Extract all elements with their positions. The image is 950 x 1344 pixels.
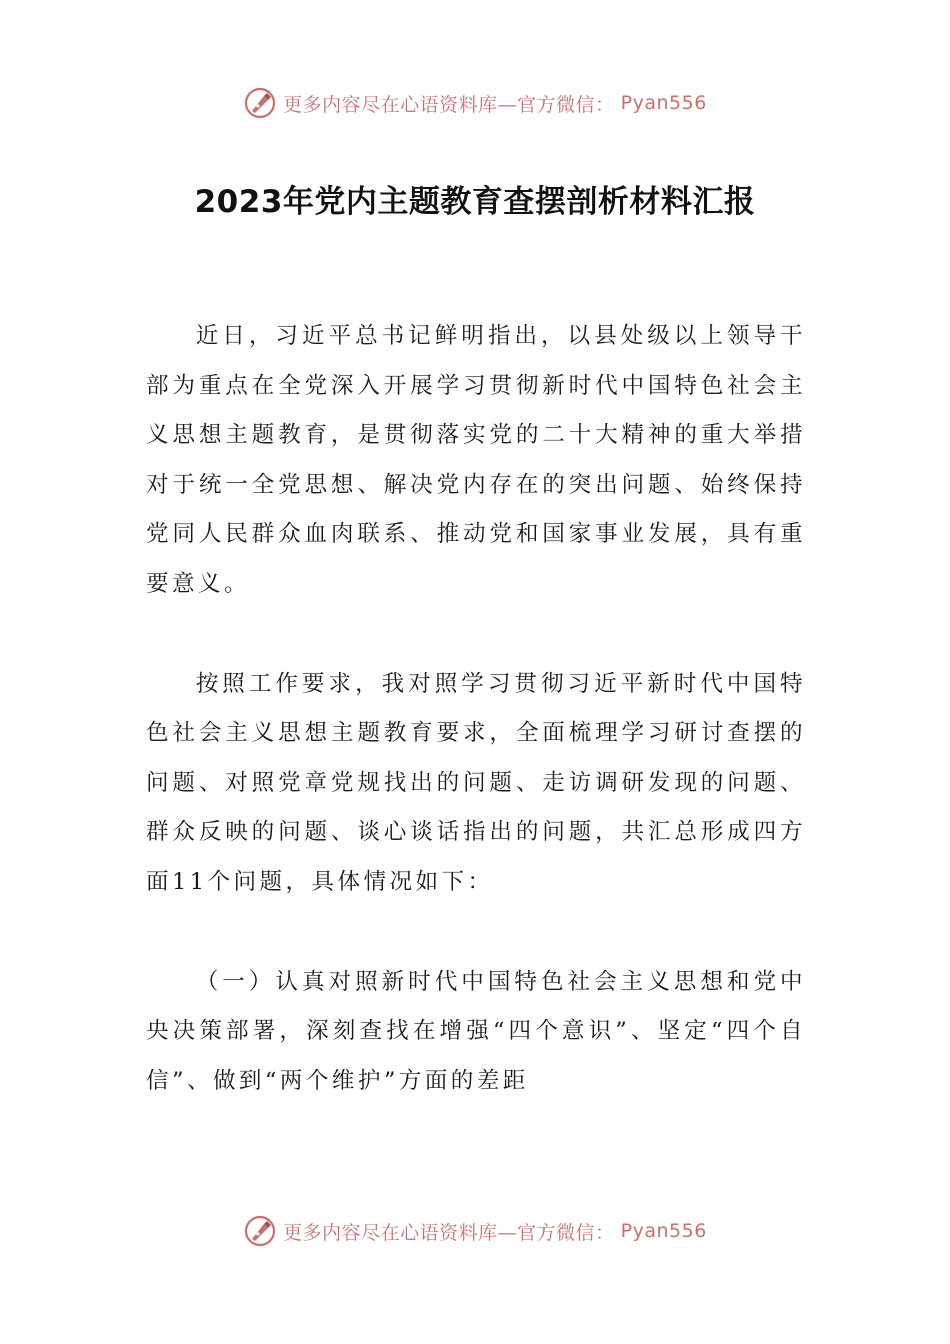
pen-nib-logo-icon [243,1214,277,1248]
header-watermark [0,86,950,120]
document-title: 2023年党内主题教育查摆剖析材料汇报 [194,184,756,220]
paragraph-section-one: （一）认真对照新时代中国特色社会主义思想和党中央决策部署，深刻查找在增强“四个意识”、坚定“四个自信”、做到“两个维护”方面的差距 [146,968,806,1094]
watermark-text: 更多内容尽在心语资料库—官方微信： [283,93,615,116]
footer-watermark [0,1214,950,1248]
paragraph-requirements: 按照工作要求，我对照学习贯彻习近平新时代中国特色社会主义思想主题教育要求，全面梳理学习研讨查摆的问题、对照党章党规找出的问题、走访调研发现的问题、群众反映的问题、谈心谈话指出的问题，共汇总形成四方面11个问题，具体情况如下： [146,670,806,895]
paragraph-intro: 近日，习近平总书记鲜明指出，以县处级以上领导干部为重点在全党深入开展学习贯彻新时代中国特色社会主义思想主题教育，是贯彻落实党的二十大精神的重大举措对于统一全党思想、解决党内存在的突出问题、始终保持党同人民群众血肉联系、推动党和国家事业发展，具有重要意义。 [146,323,806,597]
watermark-text: 更多内容尽在心语资料库—官方微信： [283,1221,615,1244]
watermark-handle: Pyan556 [620,92,707,114]
document-body [146,312,806,1156]
pen-nib-logo-icon [243,86,277,120]
watermark-handle: Pyan556 [620,1220,707,1242]
